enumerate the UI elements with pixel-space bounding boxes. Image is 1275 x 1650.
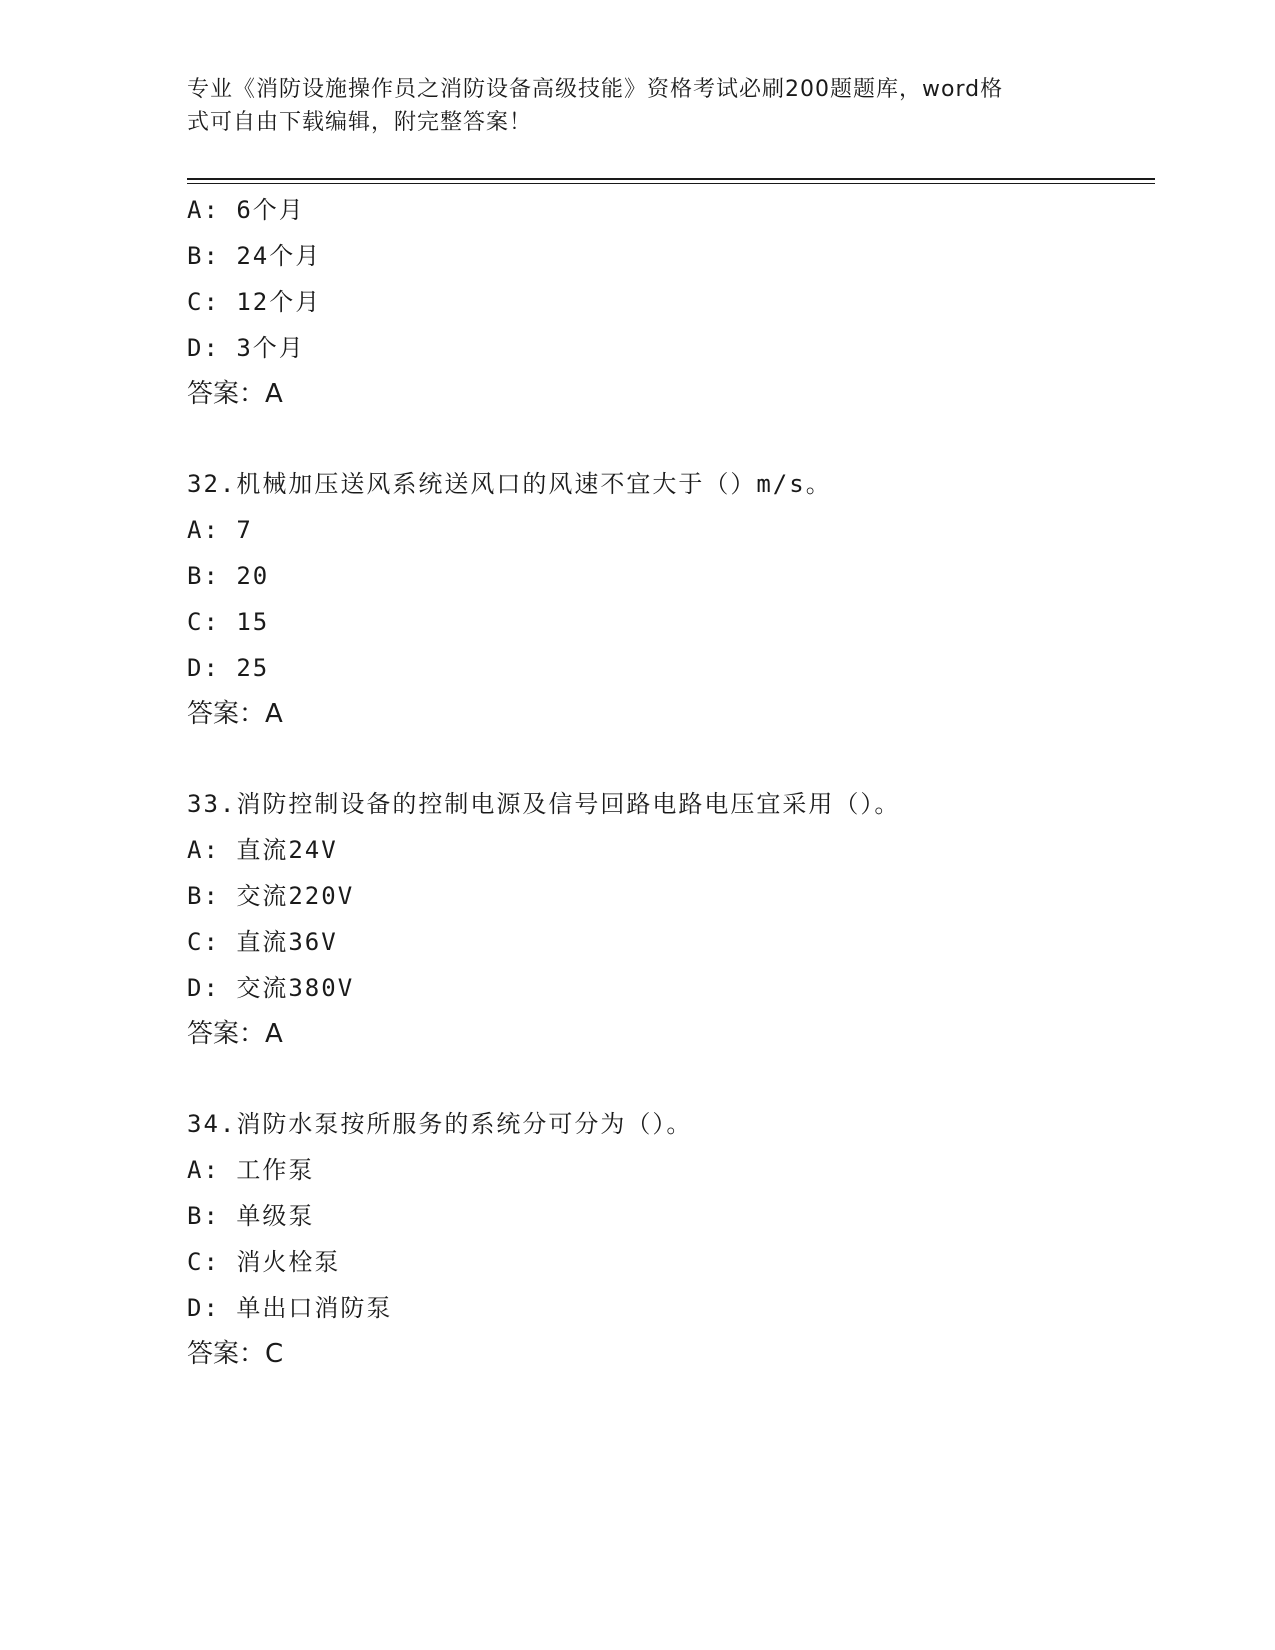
option-c: C: 15 bbox=[187, 608, 270, 636]
question-title: 33.消防控制设备的控制电源及信号回路电路电压宜采用（）。 bbox=[187, 790, 901, 818]
answer-line: 答案：C bbox=[187, 1339, 284, 1369]
question-block-33 bbox=[187, 781, 1147, 1057]
option-c: C: 12个月 bbox=[187, 288, 322, 316]
option-d: D: 3个月 bbox=[187, 334, 305, 362]
answer-line: 答案：A bbox=[187, 1019, 283, 1049]
question-list bbox=[187, 187, 1147, 1377]
option-c: C: 直流36V bbox=[187, 928, 338, 956]
question-block-32 bbox=[187, 461, 1147, 737]
question-block-34 bbox=[187, 1101, 1147, 1377]
question-block-31 bbox=[187, 187, 1147, 417]
option-a: A: 工作泵 bbox=[187, 1156, 315, 1184]
option-b: B: 20 bbox=[187, 562, 270, 590]
spacer bbox=[187, 737, 1147, 781]
header-line-1: 专业《消防设施操作员之消防设备高级技能》资格考试必刷200题题库，word格 bbox=[187, 77, 1004, 102]
answer-line: 答案：A bbox=[187, 699, 283, 729]
option-a: A: 6个月 bbox=[187, 196, 305, 224]
option-d: D: 单出口消防泵 bbox=[187, 1294, 393, 1322]
answer-line: 答案：A bbox=[187, 379, 283, 409]
option-b: B: 24个月 bbox=[187, 242, 322, 270]
header-divider-thick bbox=[187, 178, 1155, 180]
spacer bbox=[187, 1057, 1147, 1101]
option-c: C: 消火栓泵 bbox=[187, 1248, 341, 1276]
option-d: D: 25 bbox=[187, 654, 270, 682]
option-a: A: 7 bbox=[187, 516, 253, 544]
spacer bbox=[187, 417, 1147, 461]
option-b: B: 单级泵 bbox=[187, 1202, 315, 1230]
document-header bbox=[187, 73, 1087, 139]
header-divider-thin bbox=[187, 183, 1155, 184]
question-title: 34.消防水泵按所服务的系统分可分为（）。 bbox=[187, 1110, 693, 1138]
option-a: A: 直流24V bbox=[187, 836, 338, 864]
header-line-2: 式可自由下载编辑，附完整答案！ bbox=[187, 110, 533, 135]
question-title: 32.机械加压送风系统送风口的风速不宜大于（）m/s。 bbox=[187, 470, 832, 498]
option-d: D: 交流380V bbox=[187, 974, 355, 1002]
option-b: B: 交流220V bbox=[187, 882, 355, 910]
